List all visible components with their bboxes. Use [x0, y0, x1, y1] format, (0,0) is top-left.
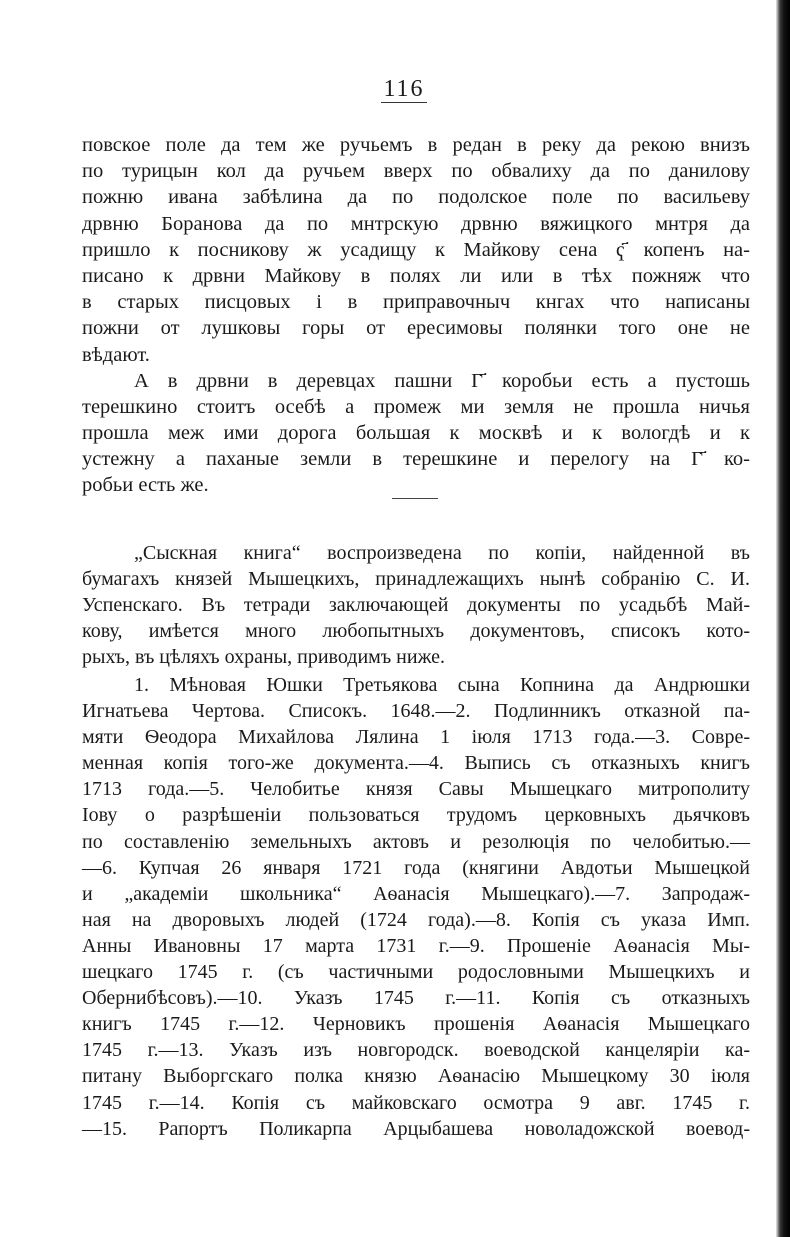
text-line: пожню ивана забѣлина да по подолское поле по васильеву: [82, 186, 750, 209]
text-line: Анны Ивановны 17 марта 1731 г.—9. Прошеніе Аѳанасія Мы-: [82, 934, 750, 957]
text-line: терешкино стоитъ осебѣ а промеж ми земля не прошла ничья: [82, 395, 750, 418]
text-line: пришло к посникову ж усадищу к Майкову сена ҁ҃ копенъ на-: [82, 238, 750, 261]
text-line: вѣдают.: [82, 343, 150, 366]
text-line: ная на дворовыхъ людей (1724 года).—8. Копія съ указа Имп.: [82, 908, 750, 931]
text-line: бумагахъ князей Мышецкихъ, принадлежащихъ нынѣ собранію С. И.: [82, 568, 750, 591]
text-line: робьи есть же.: [82, 474, 209, 497]
text-line: 1745 г.—14. Копія съ майковскаго осмотра 9 авг. 1745 г.: [82, 1091, 750, 1114]
page-number: 116: [383, 76, 425, 102]
text-line: прошла меж ими дорога большая к москвѣ и к вологдѣ и к: [82, 422, 750, 445]
text-line: 1713 года.—5. Челобитье князя Савы Мышецкаго митрополиту: [82, 778, 750, 801]
text-line: по турицын кол да ручьем вверх по обвалиху да по данилову: [82, 160, 750, 183]
text-line: устежну а паханые земли в терешкине и перелогу на Г҃ ко-: [82, 448, 750, 471]
text-line: 1. Мѣновая Юшки Третьякова сына Копнина да Андрюшки: [134, 674, 750, 696]
text-line: и „академіи школьника“ Аѳанасія Мышецкаго).—7. Запродаж-: [82, 882, 750, 905]
text-line: —6. Купчая 26 января 1721 года (княгини Авдотьи Мышецкой: [82, 856, 750, 879]
page-edge-shadow: [776, 0, 790, 1237]
old-russian-text-block: [82, 132, 750, 499]
text-line: книгъ 1745 г.—12. Черновикъ прошенія Аѳанасія Мышецкаго: [82, 1013, 750, 1036]
text-line: рыхъ, въ цѣляхъ охраны, приводимъ ниже.: [82, 646, 445, 669]
text-line: менная копія того-же документа.—4. Выпись съ отказныхъ книгъ: [82, 752, 750, 775]
text-line: в старых писцовых і в приправочныч кнгах что написаны: [82, 291, 750, 314]
text-line: Обернибѣсовъ).—10. Указъ 1745 г.—11. Копія съ отказныхъ: [82, 987, 750, 1010]
text-line: по составленію земельныхъ актовъ и резолюція по челобитью.—: [82, 830, 750, 853]
text-line: Игнатьева Чертова. Списокъ. 1648.—2. Подлинникъ отказной па-: [82, 700, 750, 723]
section-separator: [392, 498, 438, 499]
text-line: пожни от лушковы горы от ересимовы полянки того оне не: [82, 317, 750, 340]
text-line: Успенскаго. Въ тетради заключающей документы по усадьбѣ Май-: [82, 594, 750, 617]
text-line: писано к дрвни Майкову в полях ли или в тѣх пожняж что: [82, 264, 750, 287]
text-line: „Сыскная книга“ воспроизведена по копіи, найденной въ: [134, 542, 750, 564]
text-line: дрвню Боранова да по мнтрскую дрвню вяжицкого мнтря да: [82, 212, 750, 235]
text-line: питану Выборгскаго полка князю Аѳанасію Мышецкому 30 іюля: [82, 1065, 750, 1088]
text-line: 1745 г.—13. Указъ изъ новгородск. воеводской канцеляріи ка-: [82, 1039, 750, 1062]
text-line: мяти Ѳеодора Михайлова Лялина 1 іюля 1713 года.—3. Совре-: [82, 726, 750, 749]
text-line: Іову о разрѣшеніи пользоваться трудомъ церковныхъ дьячковъ: [82, 804, 750, 827]
text-line: А в дрвни в деревцах пашни Г҃ коробьи есть а пустошь: [134, 369, 750, 392]
text-line: —15. Рапортъ Поликарпа Арцыбашева новоладожской воевод-: [82, 1117, 750, 1140]
documents-list: [82, 672, 750, 1142]
editor-note-paragraph: [82, 540, 750, 670]
text-line: шецкаго 1745 г. (съ частичными родословными Мышецкихъ и: [82, 961, 750, 984]
text-line: кову, имѣется много любопытныхъ документовъ, списокъ кото-: [82, 620, 750, 643]
text-line: повское поле да тем же ручьемъ в редан в реку да рекою внизъ: [82, 134, 750, 156]
